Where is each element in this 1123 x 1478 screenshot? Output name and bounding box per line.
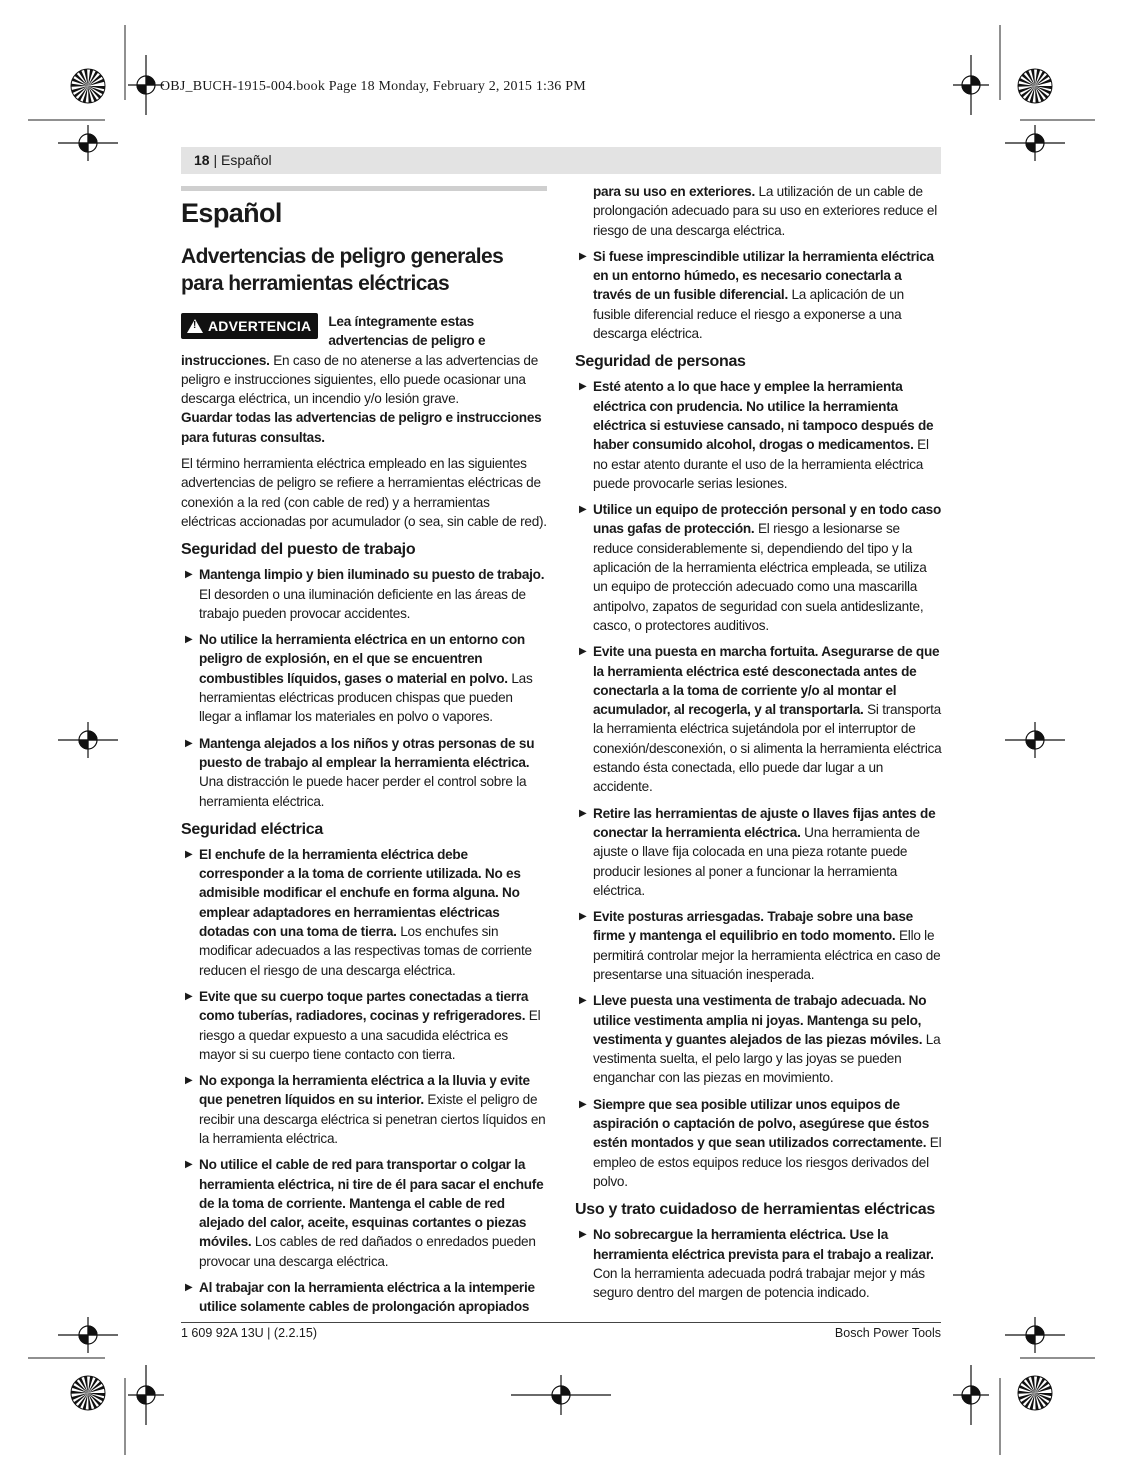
item-text: Con la herramienta adecuada podrá trabajar mejor y más seguro dentro del margen de potencia indicado. <box>593 1265 925 1301</box>
bullet-arrow-icon: ▶ <box>579 1229 587 1241</box>
keep-note: Guardar todas las advertencias de peligro e instrucciones para futuras consultas. <box>181 410 542 445</box>
print-info-line: OBJ_BUCH-1915-004.book Page 18 Monday, February 2, 2015 1:36 PM <box>160 79 586 94</box>
list-item <box>181 1278 547 1317</box>
item-text: La aplicación de un fusible diferencial reduce el riesgo a exponerse a una descarga eléctrica. <box>593 287 904 342</box>
item-text: Existe el peligro de recibir una descarga eléctrica si penetran ciertos líquidos en la herramienta eléctrica. <box>199 1092 546 1146</box>
list-item <box>575 991 942 1087</box>
care-list <box>575 1225 942 1302</box>
page-header <box>181 147 941 174</box>
item-text: El empleo de estos equipos reduce los riesgos derivados del polvo. <box>593 1135 942 1189</box>
item-text: El riesgo a quedar expuesto a una sacudida eléctrica es mayor si su cuerpo tiene contacto con tierra. <box>199 1008 541 1062</box>
list-item <box>575 247 942 343</box>
list-item <box>575 642 942 796</box>
item-bold: Si fuese imprescindible utilizar la herramienta eléctrica en un entorno húmedo, es necesario conectarla a través de un fusible diferencial. <box>593 248 934 303</box>
bullet-arrow-icon: ▶ <box>185 737 193 749</box>
item-text: El desorden o una iluminación deficiente en las áreas de trabajo pueden provocar accidentes. <box>199 586 526 621</box>
title-rule <box>181 186 547 191</box>
list-item <box>575 500 942 635</box>
bullet-arrow-icon: ▶ <box>579 995 587 1007</box>
list-item-continued <box>575 182 942 240</box>
item-text: La utilización de un cable de prolongación adecuado para su uso en exteriores reduce el riesgo de una descarga eléctrica. <box>593 184 937 238</box>
item-bold: No utilice la herramienta eléctrica en un entorno con peligro de explosión, en el que se encuentren combustibles líquidos, gases o material en polvo. <box>199 632 525 686</box>
bullet-arrow-icon: ▶ <box>579 807 587 819</box>
item-bold: Lleve puesta una vestimenta de trabajo adecuada. No utilice vestimenta amplia ni joyas. Mantenga su pelo, vestimenta y guantes alejados de las piezas móviles. <box>593 993 927 1047</box>
bullet-arrow-icon: ▶ <box>579 646 587 658</box>
item-bold: El enchufe de la herramienta eléctrica debe corresponder a la toma de corriente utilizada. No es admisible modificar el enchufe en forma alguna. No emplear adaptadores en herramientas eléctricas dotadas con una toma de tierra. <box>199 846 521 940</box>
item-bold: No sobrecargue la herramienta eléctrica. Use la herramienta eléctrica prevista para el trabajo a realizar. <box>593 1227 934 1262</box>
bullet-arrow-icon: ▶ <box>579 911 587 923</box>
footer-rule <box>181 1322 941 1323</box>
workplace-list <box>181 565 547 811</box>
bullet-arrow-icon: ▶ <box>185 848 193 860</box>
item-text: El no estar atento durante el uso de la herramienta eléctrica puede provocarle serias lesiones. <box>593 437 929 491</box>
bullet-arrow-icon: ▶ <box>579 381 587 393</box>
personal-list <box>575 377 942 1191</box>
item-text: Una distracción le puede hacer perder el control sobre la herramienta eléctrica. <box>199 774 527 809</box>
heading-workplace: Seguridad del puesto de trabajo <box>181 541 416 559</box>
item-bold: No exponga la herramienta eléctrica a la lluvia y evite que penetren líquidos en su interior. <box>199 1073 530 1108</box>
bullet-arrow-icon: ▶ <box>185 1159 193 1171</box>
footer-doc-number: 1 609 92A 13U | (2.2.15) <box>181 1326 317 1340</box>
item-bold: Retire las herramientas de ajuste o llaves fijas antes de conectar la herramienta eléctrica. <box>593 805 936 840</box>
heading-electrical: Seguridad eléctrica <box>181 820 323 838</box>
item-text: Una herramienta de ajuste o llave fija colocada en una pieza rotante puede producir lesiones al poner a funcionar la herramienta eléctrica. <box>593 824 920 898</box>
bullet-arrow-icon: ▶ <box>579 1098 587 1110</box>
bullet-arrow-icon: ▶ <box>185 1282 193 1294</box>
warning-badge <box>181 313 318 339</box>
heading-care: Uso y trato cuidadoso de herramientas eléctricas <box>575 1201 935 1219</box>
item-text: Ello le permitirá controlar mejor la herramienta eléctrica en caso de presentarse una situación inesperada. <box>593 928 941 982</box>
bullet-arrow-icon: ▶ <box>185 1075 193 1087</box>
list-item <box>575 1095 942 1191</box>
electrical-list <box>181 845 547 1317</box>
footer-brand: Bosch Power Tools <box>834 1326 941 1340</box>
bullet-arrow-icon: ▶ <box>185 990 193 1002</box>
item-bold: para su uso en exteriores. <box>593 184 755 199</box>
list-item <box>181 630 547 726</box>
list-item <box>181 987 547 1064</box>
list-item <box>575 804 942 900</box>
warning-badge-label: ADVERTENCIA <box>208 318 312 334</box>
item-bold: Al trabajar con la herramienta eléctrica a la intemperie utilice solamente cables de prolongación apropiados <box>199 1280 535 1315</box>
warning-paragraph <box>181 312 547 408</box>
item-text: El riesgo a lesionarse se reduce considerablemente si, dependiendo del tipo y la aplicación de la herramienta eléctrica empleada, se utiliza un equipo de protección adecuado como una mascarilla antipolvo, zapatos de seguridad con suela antideslizante, casco, o protectores auditivos. <box>593 521 927 633</box>
warning-bold: Lea íntegramente estas advertencias de peligro e instrucciones. <box>181 314 486 368</box>
intro-paragraph: El término herramienta eléctrica empleado en las siguientes advertencias de peligro se refiere a herramientas eléctricas de conexión a la red (con cable de red) y a herramientas eléctricas accionadas por acumulador (o sea, sin cable de red). <box>181 456 547 529</box>
item-text: Los enchufes sin modificar adecuados a las respectivas tomas de corriente reducen el riesgo de una descarga eléctrica. <box>199 924 532 978</box>
heading-personal: Seguridad de personas <box>575 353 746 371</box>
header-separator: | <box>209 152 221 168</box>
item-bold: Siempre que sea posible utilizar unos equipos de aspiración o captación de polvo, asegúrese que éstos estén montados y que sean utilizados correctamente. <box>593 1096 930 1151</box>
list-item <box>575 1225 942 1302</box>
page-subtitle: Advertencias de peligro generales para herramientas eléctricas <box>181 245 504 295</box>
warning-icon <box>187 319 203 333</box>
item-bold: No utilice el cable de red para transportar o colgar la herramienta eléctrica, ni tire de él para sacar el enchufe de la toma de corriente. Mantenga el cable de red alejado del calor, aceite, esquinas cortantes o piezas móviles. <box>199 1157 544 1250</box>
electrical-list-continued <box>575 182 942 343</box>
item-bold: Mantenga alejados a los niños y otras personas de su puesto de trabajo al emplear la herramienta eléctrica. <box>199 735 535 770</box>
item-text: Los cables de red dañados o enredados pueden provocar una descarga eléctrica. <box>199 1234 536 1269</box>
item-bold: Evite que su cuerpo toque partes conectadas a tierra como tuberías, radiadores, cocinas y refrigeradores. <box>199 988 529 1024</box>
page-title: Español <box>181 198 282 228</box>
list-item <box>181 1155 547 1271</box>
item-bold: Utilice un equipo de protección personal y en todo caso unas gafas de protección. <box>593 502 942 537</box>
bullet-arrow-icon: ▶ <box>185 634 193 646</box>
list-item <box>181 845 547 980</box>
list-item <box>181 1071 547 1148</box>
item-bold: Esté atento a lo que hace y emplee la herramienta eléctrica con prudencia. No utilice la herramienta eléctrica si estuviese cansado, ni tampoco después de haber consumido alcohol, drogas o medicamentos. <box>593 379 934 453</box>
column-right <box>575 182 942 1309</box>
bullet-arrow-icon: ▶ <box>579 250 587 262</box>
list-item <box>181 565 547 623</box>
page-number: 18 <box>194 152 210 168</box>
item-bold: Evite posturas arriesgadas. Trabaje sobre una base firme y mantenga el equilibrio en todo momento. <box>593 909 913 944</box>
item-text: La vestimenta suelta, el pelo largo y las joyas se pueden enganchar con las piezas en movimiento. <box>593 1031 941 1086</box>
list-item <box>181 734 547 811</box>
column-left <box>181 186 547 1317</box>
item-bold: Mantenga limpio y bien iluminado su puesto de trabajo. <box>199 567 545 583</box>
item-text: Las herramientas eléctricas producen chispas que pueden llegar a inflamar los materiales en polvo o vapores. <box>199 670 533 725</box>
list-item <box>575 907 942 984</box>
warning-text: En caso de no atenerse a las advertencias de peligro e instrucciones siguientes, ello puede ocasionar una descarga eléctrica, un incendio y/o lesión grave. <box>181 352 539 407</box>
item-bold: Evite una puesta en marcha fortuita. Asegurarse de que la herramienta eléctrica esté desconectada antes de conectarla a la toma de corriente y/o al montar el acumulador, al recogerla, y al transportarla. <box>593 644 940 718</box>
bullet-arrow-icon: ▶ <box>579 504 587 516</box>
bullet-arrow-icon: ▶ <box>185 569 193 581</box>
list-item <box>575 377 942 493</box>
item-text: Si transporta la herramienta eléctrica sujetándola por el interruptor de conexión/desconexión, o si alimenta la herramienta eléctrica estando ésta conectada, ello puede dar lugar a un accidente. <box>593 702 942 795</box>
header-section: Español <box>221 152 272 168</box>
